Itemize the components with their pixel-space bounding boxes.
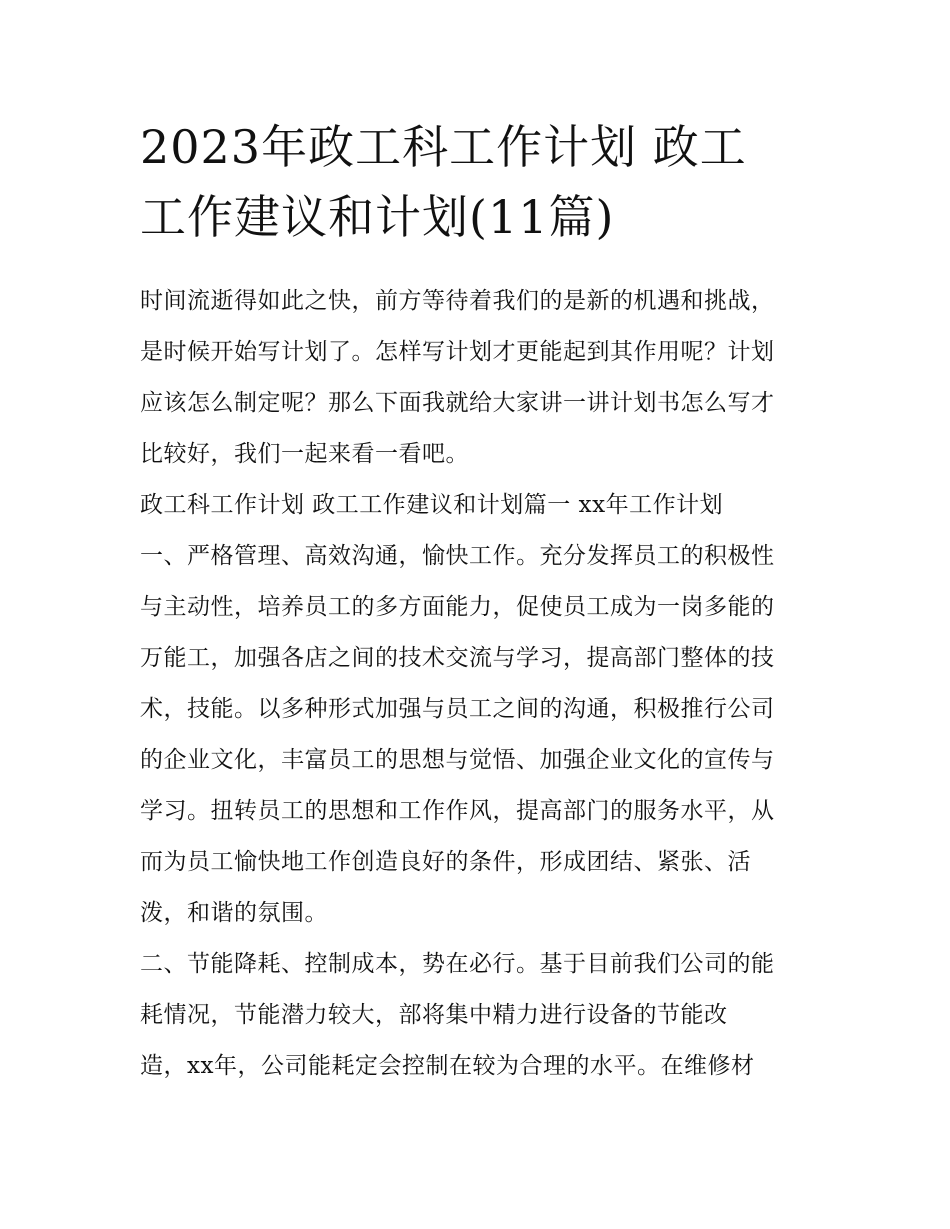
- body-line: 而为员工愉快地工作创造良好的条件，形成团结、紧张、活: [140, 849, 751, 875]
- body-line: 与主动性，培养员工的多方面能力，促使员工成为一岗多能的: [140, 594, 775, 620]
- body-line: 术，技能。以多种形式加强与员工之间的沟通，积极推行公司: [140, 696, 775, 722]
- title-line: 工作建议和计划(11篇): [140, 190, 615, 244]
- body-line: 造，xx年，公司能耗定会控制在较为合理的水平。在维修材: [140, 1053, 755, 1079]
- body-line: 是时候开始写计划了。怎样写计划才更能起到其作用呢？计划: [140, 339, 775, 365]
- title-line: 2023年政工科工作计划 政工: [140, 120, 747, 174]
- body-line: 一、严格管理、高效沟通，愉快工作。充分发挥员工的积极性: [140, 543, 775, 569]
- body-line: 的企业文化，丰富员工的思想与觉悟、加强企业文化的宣传与: [140, 747, 775, 773]
- body-line: 时间流逝得如此之快，前方等待着我们的是新的机遇和挑战，: [140, 288, 775, 314]
- body-line: 二、节能降耗、控制成本，势在必行。基于目前我们公司的能: [140, 951, 775, 977]
- body-line: 应该怎么制定呢？那么下面我就给大家讲一讲计划书怎么写才: [140, 390, 775, 416]
- document-body: [140, 276, 820, 1092]
- body-line: 学习。扭转员工的思想和工作作风，提高部门的服务水平，从: [140, 798, 775, 824]
- body-line: 耗情况，节能潜力较大，部将集中精力进行设备的节能改: [140, 1002, 728, 1028]
- body-line: 泼，和谐的氛围。: [140, 900, 328, 926]
- section-heading-line: 政工科工作计划 政工工作建议和计划篇一 xx年工作计划: [140, 492, 724, 518]
- body-line: 比较好，我们一起来看一看吧。: [140, 441, 469, 467]
- document-title: [140, 112, 820, 252]
- body-line: 万能工，加强各店之间的技术交流与学习，提高部门整体的技: [140, 645, 775, 671]
